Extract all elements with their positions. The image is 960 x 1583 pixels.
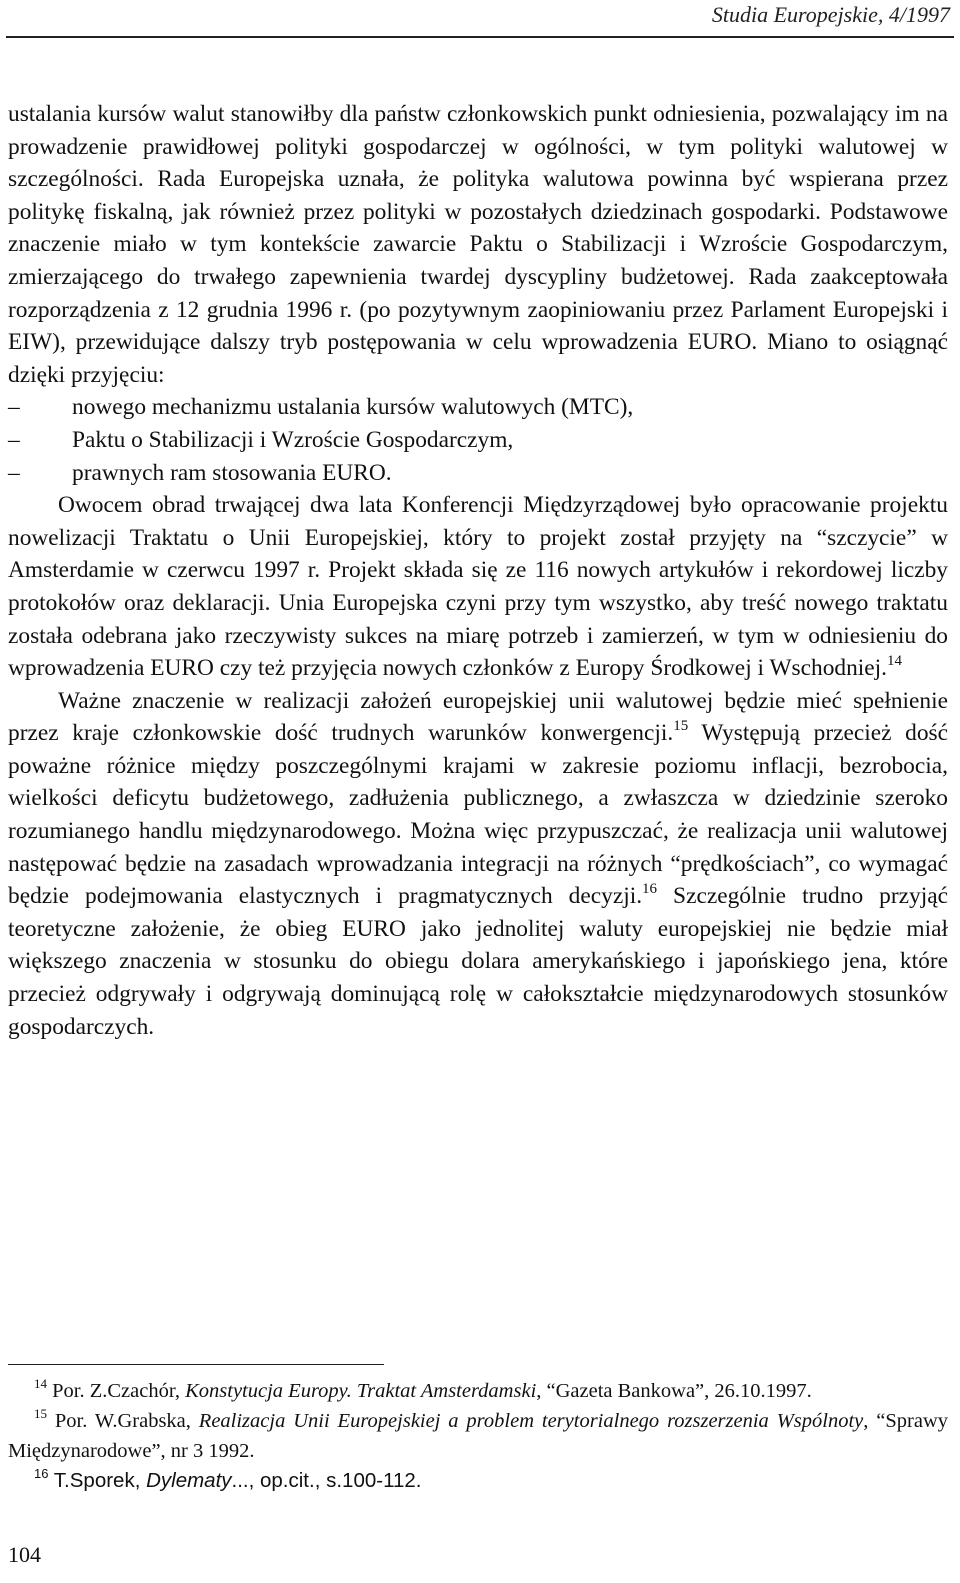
footnote-ref-16[interactable]: 16 — [642, 881, 658, 898]
page-number: 104 — [8, 1542, 41, 1567]
list-item: – Paktu o Stabilizacji i Wzroście Gospodarczym, — [8, 424, 948, 457]
footnote-title: Konstytucja Europy. Traktat Amsterdamski — [185, 1380, 537, 1402]
paragraph-1: ustalania kursów walut stanowiłby dla państw członkowskich punkt odniesienia, pozwalający im na prowadzenie prawidłowej polityki gospodarczej w ogólności, w tym polityki walutowej w szczególności. Rada Europejska uznała, że polityka walutowa powinna być wspierana przez politykę fiskalną, jak również przez polityki w pozostałych dziedzinach gospodarki. Podstawowe znaczenie miało w tym kontekście zawarcie Paktu o Stabilizacji i Wzroście Gospodarczym, zmierzającego do trwałego zapewnienia twardej dyscypliny budżetowej. Rada zaakceptowała rozporządzenia z 12 grudnia 1996 r. (po pozytywnym zaopiniowaniu przez Parlament Europejski i EIW), przewidujące dalszy tryb postępowania w celu wprowadzenia EURO. Miano to osiągnąć dzięki przyjęciu: — [8, 101, 948, 388]
header-rule — [6, 36, 954, 38]
footnote-16 — [8, 1466, 948, 1496]
footnote-title: Dylematy — [146, 1469, 232, 1492]
footnote-title: Realizacja Unii Europejskiej a problem terytorialnego rozszerzenia Wspólnoty — [198, 1410, 864, 1432]
footnote-lead: Por. Z.Czachór, — [47, 1380, 186, 1402]
running-head: Studia Europejskie, 4/1997 — [711, 2, 950, 27]
footnote-15 — [8, 1406, 948, 1466]
footnote-rest: , “Sprawy Międzynarodowe”, nr 3 1992. — [8, 1410, 948, 1462]
paragraph-2-text: Owocem obrad trwającej dwa lata Konferencji Międzyrządowej było opracowanie projektu nowelizacji Traktatu o Unii Europejskiej, który to projekt został przyjęty na “szczycie” w Amsterdamie w czerwcu 1997 r. Projekt składa się ze 116 nowych artykułów i rekordowej liczby protokołów oraz deklaracji. Unia Europejska czyni przy tym wszystko, aby treść nowego traktatu została odebrana jako rzeczywisty sukces na miarę potrzeb i zamierzeń, w tym w odniesieniu do wprowadzenia EURO czy też przyjęcia nowych członków z Europy Środkowej i Wschodniej. — [8, 492, 948, 682]
paragraph-3-text-b: Występują przecież dość poważne różnice między poszczególnymi krajami w zakresie poziomu inflacji, bezrobocia, wielkości deficytu budżetowego, zadłużenia publicznego, a zwłaszcza w dziedzinie szeroko rozumianego handlu międzynarodowego. Można więc przypuszczać, że realizacja unii walutowej następować będzie na zasadach wprowadzania integracji na różnych “prędkościach”, co wymagać będzie podejmowania elastycznych i pragmatycznych decyzji. — [8, 720, 949, 910]
list-item: – nowego mechanizmu ustalania kursów walutowych (MTC), — [8, 391, 948, 424]
footnote-rest: , “Gazeta Bankowa”, 26.10.1997. — [536, 1380, 812, 1402]
footnote-lead: T.Sporek, — [48, 1469, 147, 1492]
achievement-list — [8, 391, 948, 489]
list-item: – prawnych ram stosowania EURO. — [8, 457, 948, 490]
footnotes — [8, 1376, 948, 1496]
paragraph-3 — [8, 685, 948, 1044]
footnote-number: 14 — [34, 1376, 47, 1391]
footnote-ref-14[interactable]: 14 — [887, 653, 903, 670]
footnote-number: 15 — [34, 1406, 47, 1421]
footnote-lead: Por. W.Grabska, — [47, 1410, 199, 1432]
paragraph-3-text-c: Szczególnie trudno przyjąć teoretyczne założenie, że obieg EURO jako jednolitej waluty europejskiej nie będzie miał większego znaczenia w stosunku do obiegu dolara amerykańskiego i japońskiego jena, które przecież odgrywały i odgrywają dominującą rolę w całokształcie międzynarodowych stosunków gospodarczych. — [8, 883, 948, 1040]
body-text — [8, 98, 948, 1043]
footnote-14 — [8, 1376, 948, 1406]
footnote-rule — [8, 1364, 384, 1365]
paragraph-2 — [8, 489, 948, 685]
footnote-rest: ..., op.cit., s.100-112. — [231, 1469, 422, 1492]
footnote-number: 16 — [34, 1466, 49, 1481]
footnote-ref-15[interactable]: 15 — [673, 718, 689, 735]
paragraph-3-text-a: Ważne znaczenie w realizacji założeń europejskiej unii walutowej będzie mieć spełnienie przez kraje członkowskie dość trudnych warunków konwergencji. — [8, 687, 948, 747]
